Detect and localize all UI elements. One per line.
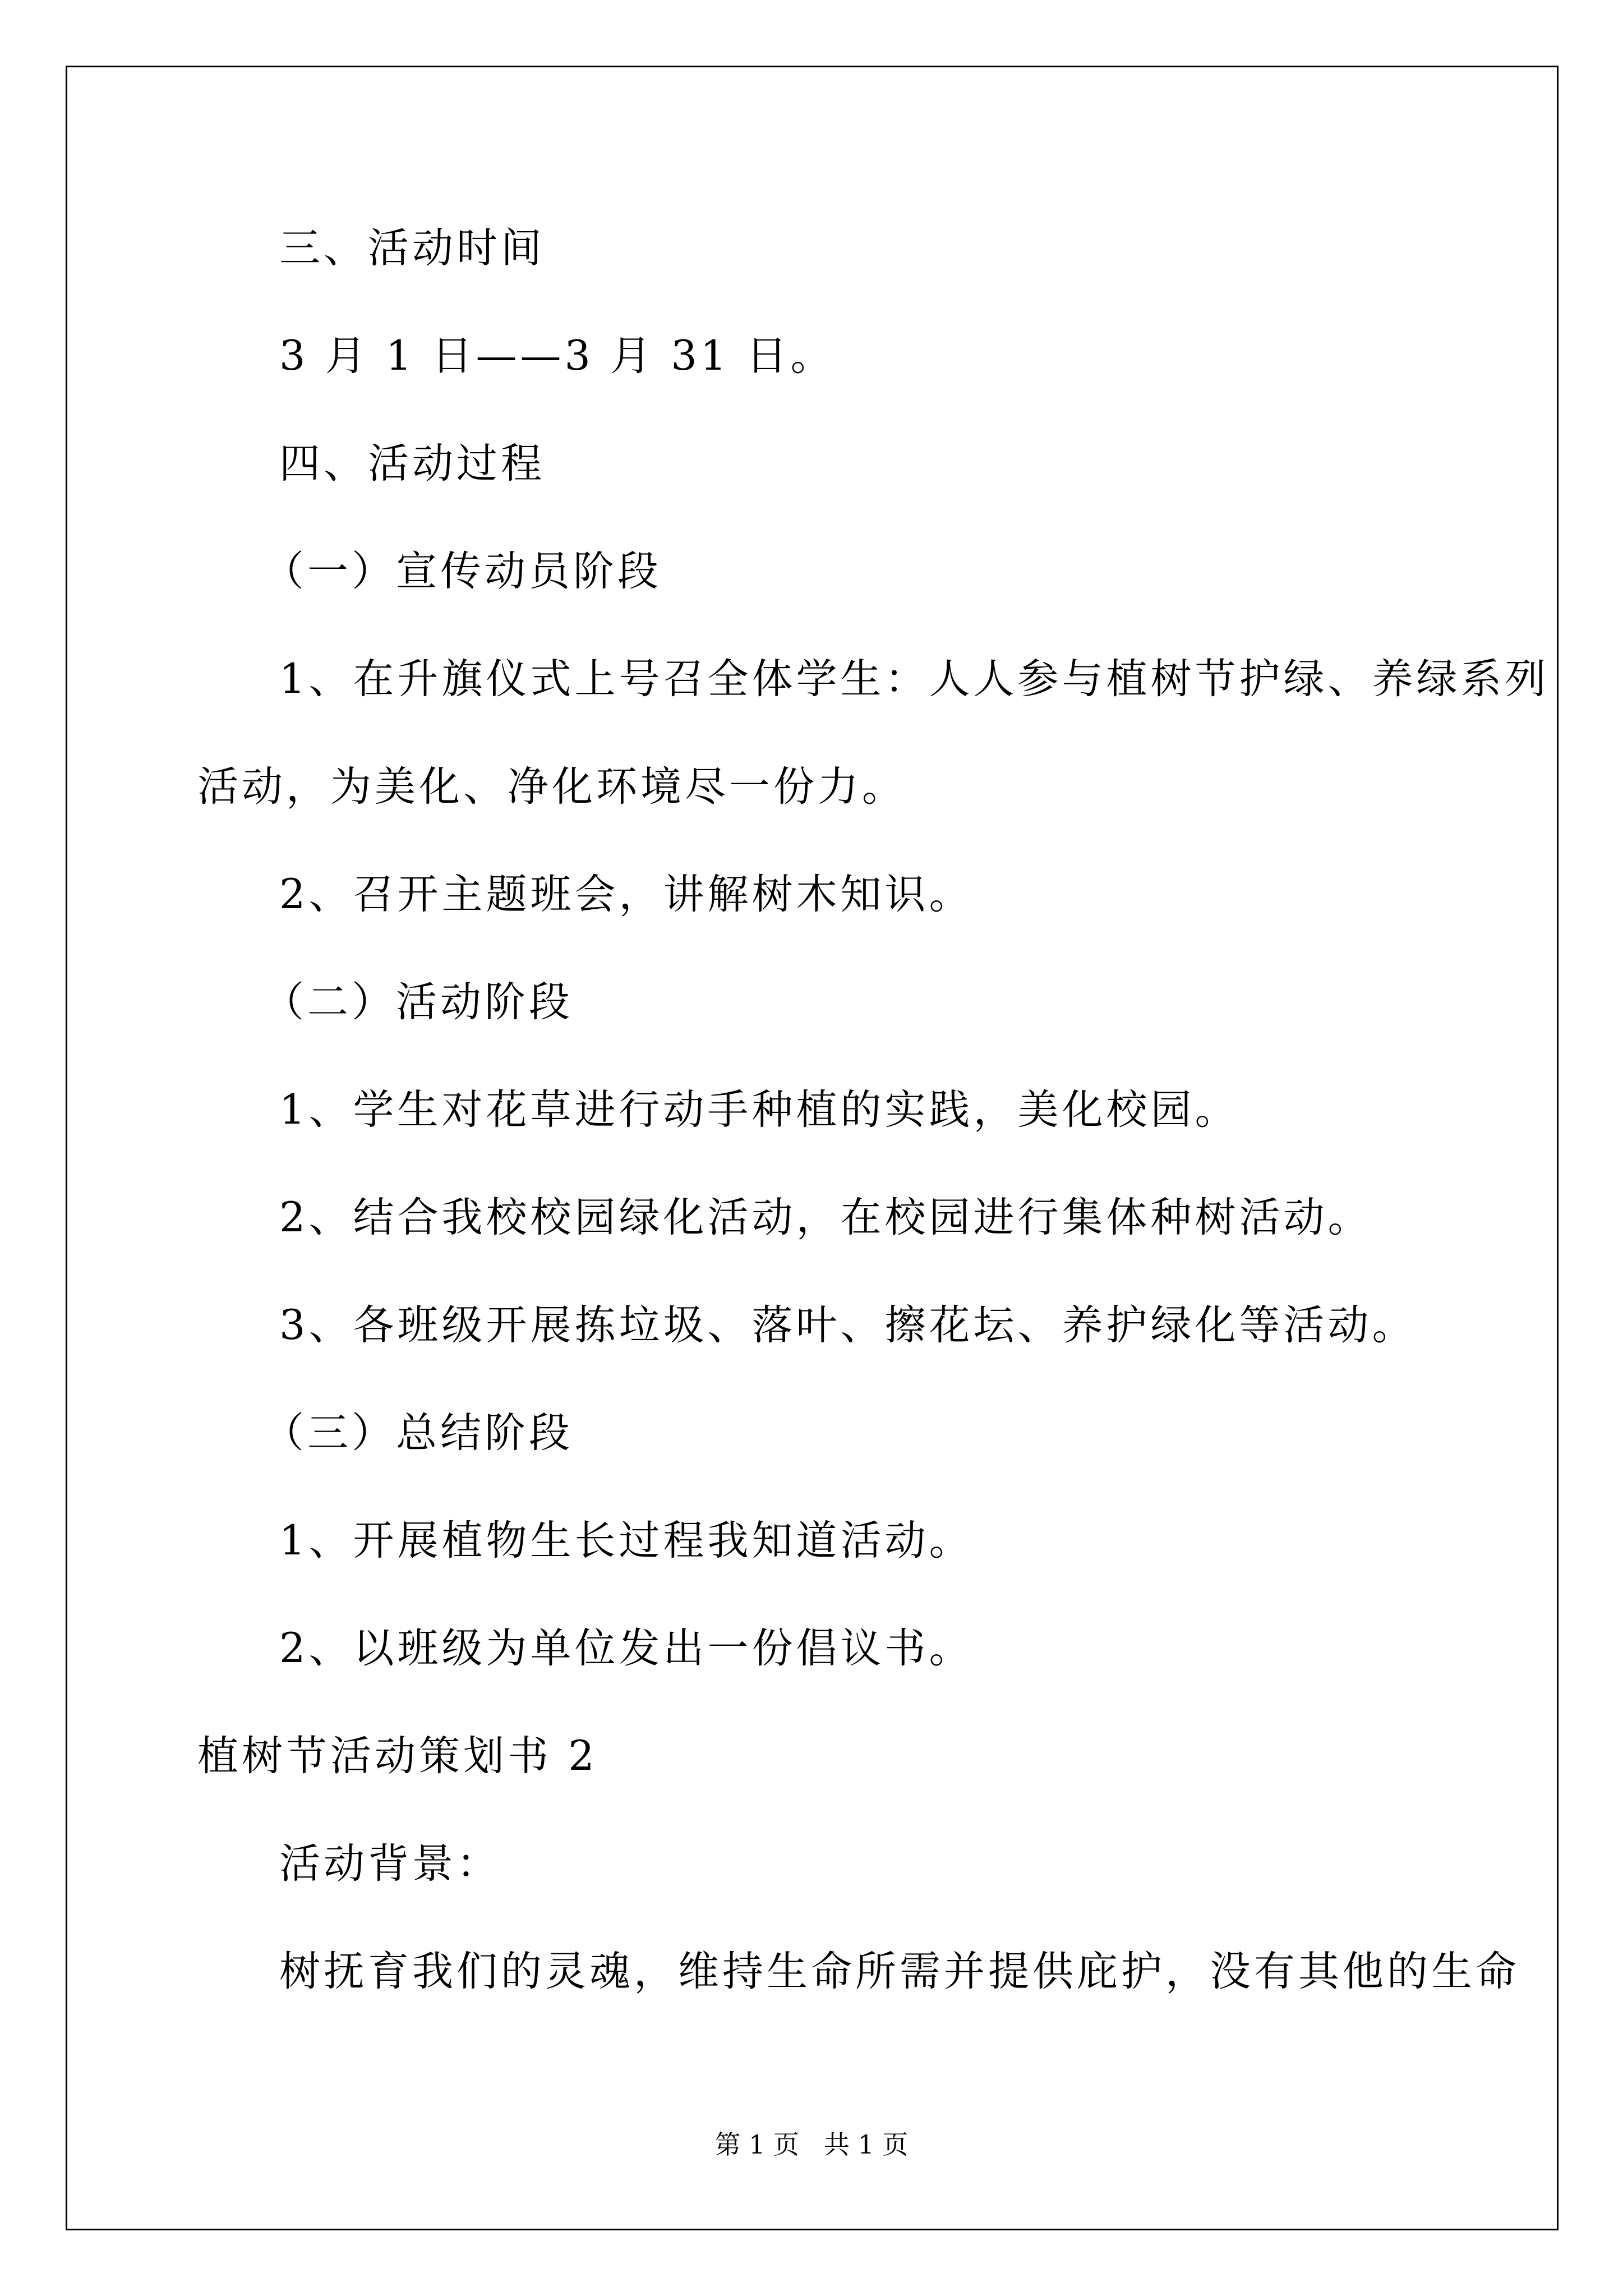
section-heading-background: 活动背景： [279, 1840, 501, 1888]
section-heading-time: 三、活动时间 [279, 224, 545, 272]
paragraph-line: 2、召开主题班会，讲解树木知识。 [279, 871, 974, 918]
paragraph-line: 2、以班级为单位发出一份倡议书。 [279, 1625, 974, 1672]
subsection-heading-publicity: （一）宣传动员阶段 [263, 547, 662, 595]
paragraph-dates: 3 月 1 日——3 月 31 日。 [279, 332, 835, 380]
page-border [66, 66, 1559, 2230]
paragraph-line: 活动，为美化、净化环境尽一份力。 [197, 763, 906, 811]
paragraph-line: 2、结合我校校园绿化活动，在校园进行集体种树活动。 [279, 1194, 1372, 1241]
subsection-heading-activity: （二）活动阶段 [263, 978, 573, 1026]
paragraph-line: 3、各班级开展拣垃圾、落叶、擦花坛、养护绿化等活动。 [279, 1301, 1417, 1349]
page-footer: 第 1 页 共 1 页 [714, 2129, 909, 2160]
paragraph-line: 1、在升旗仪式上号召全体学生：人人参与植树节护绿、养绿系列 [279, 655, 1550, 703]
section-heading-process: 四、活动过程 [279, 440, 545, 487]
document-title: 植树节活动策划书 2 [197, 1732, 598, 1780]
paragraph-line: 树抚育我们的灵魂，维持生命所需并提供庇护，没有其他的生命 [279, 1948, 1520, 1995]
subsection-heading-summary: （三）总结阶段 [263, 1409, 573, 1457]
paragraph-line: 1、开展植物生长过程我知道活动。 [279, 1517, 974, 1565]
paragraph-line: 1、学生对花草进行动手种植的实践，美化校园。 [279, 1086, 1239, 1134]
